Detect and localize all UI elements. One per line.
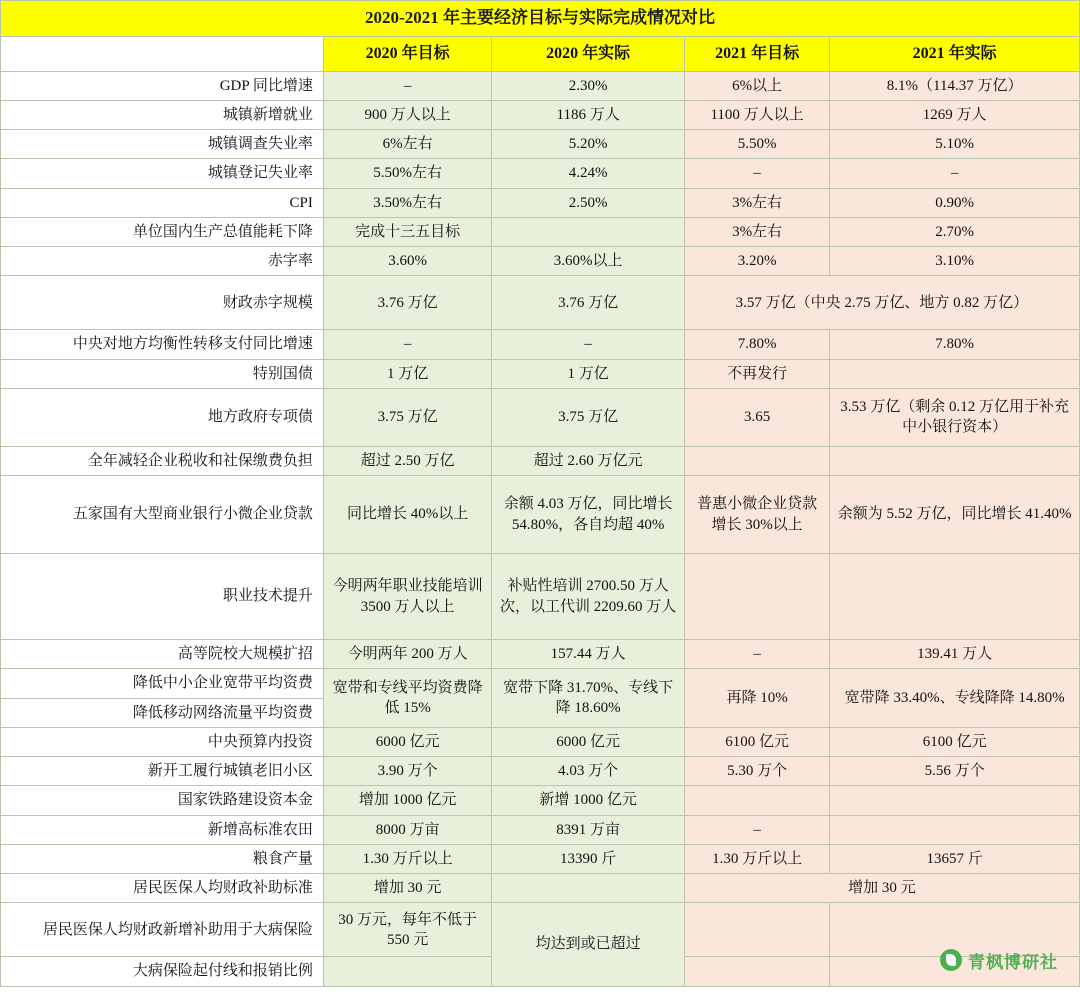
table-row [1,100,1080,129]
cell-actual-2020: 6000 亿元 [492,727,685,756]
cell-actual-2021: 13657 斤 [830,844,1080,873]
cell-actual-2020: 1186 万人 [492,100,685,129]
cell-target-2021: 1100 万人以上 [684,100,829,129]
cell-actual-2020: 2.50% [492,188,685,217]
cell-actual-2021: 6100 亿元 [830,727,1080,756]
cell-actual-2021 [830,359,1080,388]
cell-actual-2020 [492,874,685,903]
cell-target-2020: 3.50%左右 [323,188,491,217]
cell-target-2020: 完成十三五目标 [323,217,491,246]
cell-target-2020: 5.50%左右 [323,159,491,188]
table-row [1,188,1080,217]
row-label: 城镇新增就业 [1,100,324,129]
cell-target-2021 [684,957,829,986]
cell-actual-2021: 139.41 万人 [830,640,1080,669]
cell-target-2020: 3.60% [323,247,491,276]
table-row [1,71,1080,100]
cell-target-2020 [323,957,491,986]
cell-actual-2021: 8.1%（114.37 万亿） [830,71,1080,100]
cell-actual-2021: 余额为 5.52 万亿，同比增长 41.40% [830,476,1080,554]
row-label-secondary: 降低移动网络流量平均资费 [1,698,324,727]
table-row [1,247,1080,276]
table-row [1,786,1080,815]
cell-target-2020: 6000 亿元 [323,727,491,756]
cell-target-2020: 宽带和专线平均资费降低 15% [323,669,491,728]
cell-target-2021: 普惠小微企业贷款增长 30%以上 [684,476,829,554]
cell-actual-2020: 3.75 万亿 [492,388,685,446]
cell-target-2021: 3%左右 [684,188,829,217]
cell-actual-2020: 13390 斤 [492,844,685,873]
row-label: 中央预算内投资 [1,727,324,756]
cell-target-2021 [684,554,829,640]
cell-target-2020: 900 万人以上 [323,100,491,129]
cell-target-2020: 30 万元，每年不低于 550 元 [323,903,491,957]
table-title-row [1,1,1080,37]
cell-target-2021: 6100 亿元 [684,727,829,756]
row-label: 财政赤字规模 [1,276,324,330]
cell-target-2020: 1 万亿 [323,359,491,388]
column-header-actual-2021: 2021 年实际 [830,36,1080,71]
row-label: 特别国债 [1,359,324,388]
cell-target-2020: 超过 2.50 万亿 [323,446,491,475]
row-label: 地方政府专项债 [1,388,324,446]
cell-target-2020: – [323,71,491,100]
cell-target-2021 [684,903,829,957]
cell-target-2021 [684,786,829,815]
table-row [1,130,1080,159]
cell-target-2021 [684,446,829,475]
cell-actual-2020: 157.44 万人 [492,640,685,669]
row-label: 新增高标准农田 [1,815,324,844]
table-row [1,476,1080,554]
column-header-0 [1,36,324,71]
cell-target-2021: 1.30 万斤以上 [684,844,829,873]
cell-actual-2021: 3.10% [830,247,1080,276]
cell-actual-2021: 5.56 万个 [830,757,1080,786]
row-label: 居民医保人均财政补助标准 [1,874,324,903]
cell-actual-2020: 2.30% [492,71,685,100]
column-header-target-2020: 2020 年目标 [323,36,491,71]
cell-actual-2020: 3.60%以上 [492,247,685,276]
row-label: 粮食产量 [1,844,324,873]
cell-target-2020: 增加 30 元 [323,874,491,903]
cell-target-2021: 3.65 [684,388,829,446]
table-row [1,554,1080,640]
cell-target-2020: 3.90 万个 [323,757,491,786]
row-label: 职业技术提升 [1,554,324,640]
cell-target-2020: 1.30 万斤以上 [323,844,491,873]
cell-actual-2021: 宽带降 33.40%、专线降降 14.80% [830,669,1080,728]
row-label: 降低中小企业宽带平均资费 [1,669,324,698]
cell-target-2021: 5.30 万个 [684,757,829,786]
table-row [1,159,1080,188]
cell-actual-2020: 新增 1000 亿元 [492,786,685,815]
cell-actual-2021 [830,554,1080,640]
cell-actual-2021: – [830,159,1080,188]
table-row [1,640,1080,669]
table-row [1,446,1080,475]
table-row [1,844,1080,873]
table-row [1,874,1080,903]
cell-actual-2020: 1 万亿 [492,359,685,388]
cell-target-2020: 今明两年职业技能培训 3500 万人以上 [323,554,491,640]
table-row [1,330,1080,359]
table-row [1,669,1080,698]
row-label: 五家国有大型商业银行小微企业贷款 [1,476,324,554]
row-label: 单位国内生产总值能耗下降 [1,217,324,246]
table-row [1,359,1080,388]
row-label: 新开工履行城镇老旧小区 [1,757,324,786]
cell-target-2020: 增加 1000 亿元 [323,786,491,815]
cell-target-2021: 再降 10% [684,669,829,728]
cell-actual-2021 [830,786,1080,815]
cell-actual-2020: 4.24% [492,159,685,188]
row-label: 全年减轻企业税收和社保缴费负担 [1,446,324,475]
cell-actual-2021: 7.80% [830,330,1080,359]
row-label: 高等院校大规模扩招 [1,640,324,669]
page-title: 2020-2021 年主要经济目标与实际完成情况对比 [1,1,1080,37]
table-row [1,217,1080,246]
column-header-actual-2020: 2020 年实际 [492,36,685,71]
cell-actual-2021: 0.90% [830,188,1080,217]
row-label: CPI [1,188,324,217]
cell-target-2021: – [684,815,829,844]
cell-actual-2020: 8391 万亩 [492,815,685,844]
cell-target-2020: 3.76 万亿 [323,276,491,330]
table-header-row [1,36,1080,71]
row-label: 城镇登记失业率 [1,159,324,188]
cell-actual-2020: – [492,330,685,359]
cell-target-2020: 8000 万亩 [323,815,491,844]
cell-target-2020: 同比增长 40%以上 [323,476,491,554]
cell-actual-2020 [492,217,685,246]
cell-actual-2021 [830,815,1080,844]
table-row [1,727,1080,756]
table-row [1,276,1080,330]
cell-target-2021: 不再发行 [684,359,829,388]
cell-target-2021: – [684,159,829,188]
table-row [1,757,1080,786]
row-label: 中央对地方均衡性转移支付同比增速 [1,330,324,359]
cell-target-2021: 7.80% [684,330,829,359]
cell-target-2020: – [323,330,491,359]
table-row [1,815,1080,844]
column-header-target-2021: 2021 年目标 [684,36,829,71]
cell-target-2021: 3.20% [684,247,829,276]
watermark [940,948,1058,973]
cell-actual-2021: 2.70% [830,217,1080,246]
cell-actual-2020: 余额 4.03 万亿，同比增长 54.80%，各自均超 40% [492,476,685,554]
cell-actual-2020: 4.03 万个 [492,757,685,786]
row-label: 国家铁路建设资本金 [1,786,324,815]
cell-actual-2020: 宽带下降 31.70%、专线下降 18.60% [492,669,685,728]
cell-actual-2021: 1269 万人 [830,100,1080,129]
cell-actual-2021: 5.10% [830,130,1080,159]
cell-target-2020: 6%左右 [323,130,491,159]
cell-actual-2020: 超过 2.60 万亿元 [492,446,685,475]
cell-actual-2021 [830,446,1080,475]
cell-actual-2020: 5.20% [492,130,685,159]
cell-actual-2021: 3.53 万亿（剩余 0.12 万亿用于补充中小银行资本） [830,388,1080,446]
cell-actual-2020: 3.76 万亿 [492,276,685,330]
table-row [1,903,1080,957]
cell-target-2021: – [684,640,829,669]
row-label: 大病保险起付线和报销比例 [1,957,324,986]
cell-target-2020: 3.75 万亿 [323,388,491,446]
row-label: 城镇调查失业率 [1,130,324,159]
cell-target-2020: 今明两年 200 万人 [323,640,491,669]
cell-2021-merged: 3.57 万亿（中央 2.75 万亿、地方 0.82 万亿） [684,276,1079,330]
cell-2021-merged: 增加 30 元 [684,874,1079,903]
cell-target-2021: 6%以上 [684,71,829,100]
row-label: 居民医保人均财政新增补助用于大病保险 [1,903,324,957]
row-label: 赤字率 [1,247,324,276]
cell-actual-2020: 补贴性培训 2700.50 万人次，以工代训 2209.60 万人 [492,554,685,640]
cell-target-2021: 5.50% [684,130,829,159]
row-label: GDP 同比增速 [1,71,324,100]
leaf-icon [940,949,962,971]
table-row [1,388,1080,446]
cell-target-2021: 3%左右 [684,217,829,246]
watermark-label: 青枫博研社 [968,952,1058,972]
cell-actual-2020: 均达到或已超过 [492,903,685,986]
